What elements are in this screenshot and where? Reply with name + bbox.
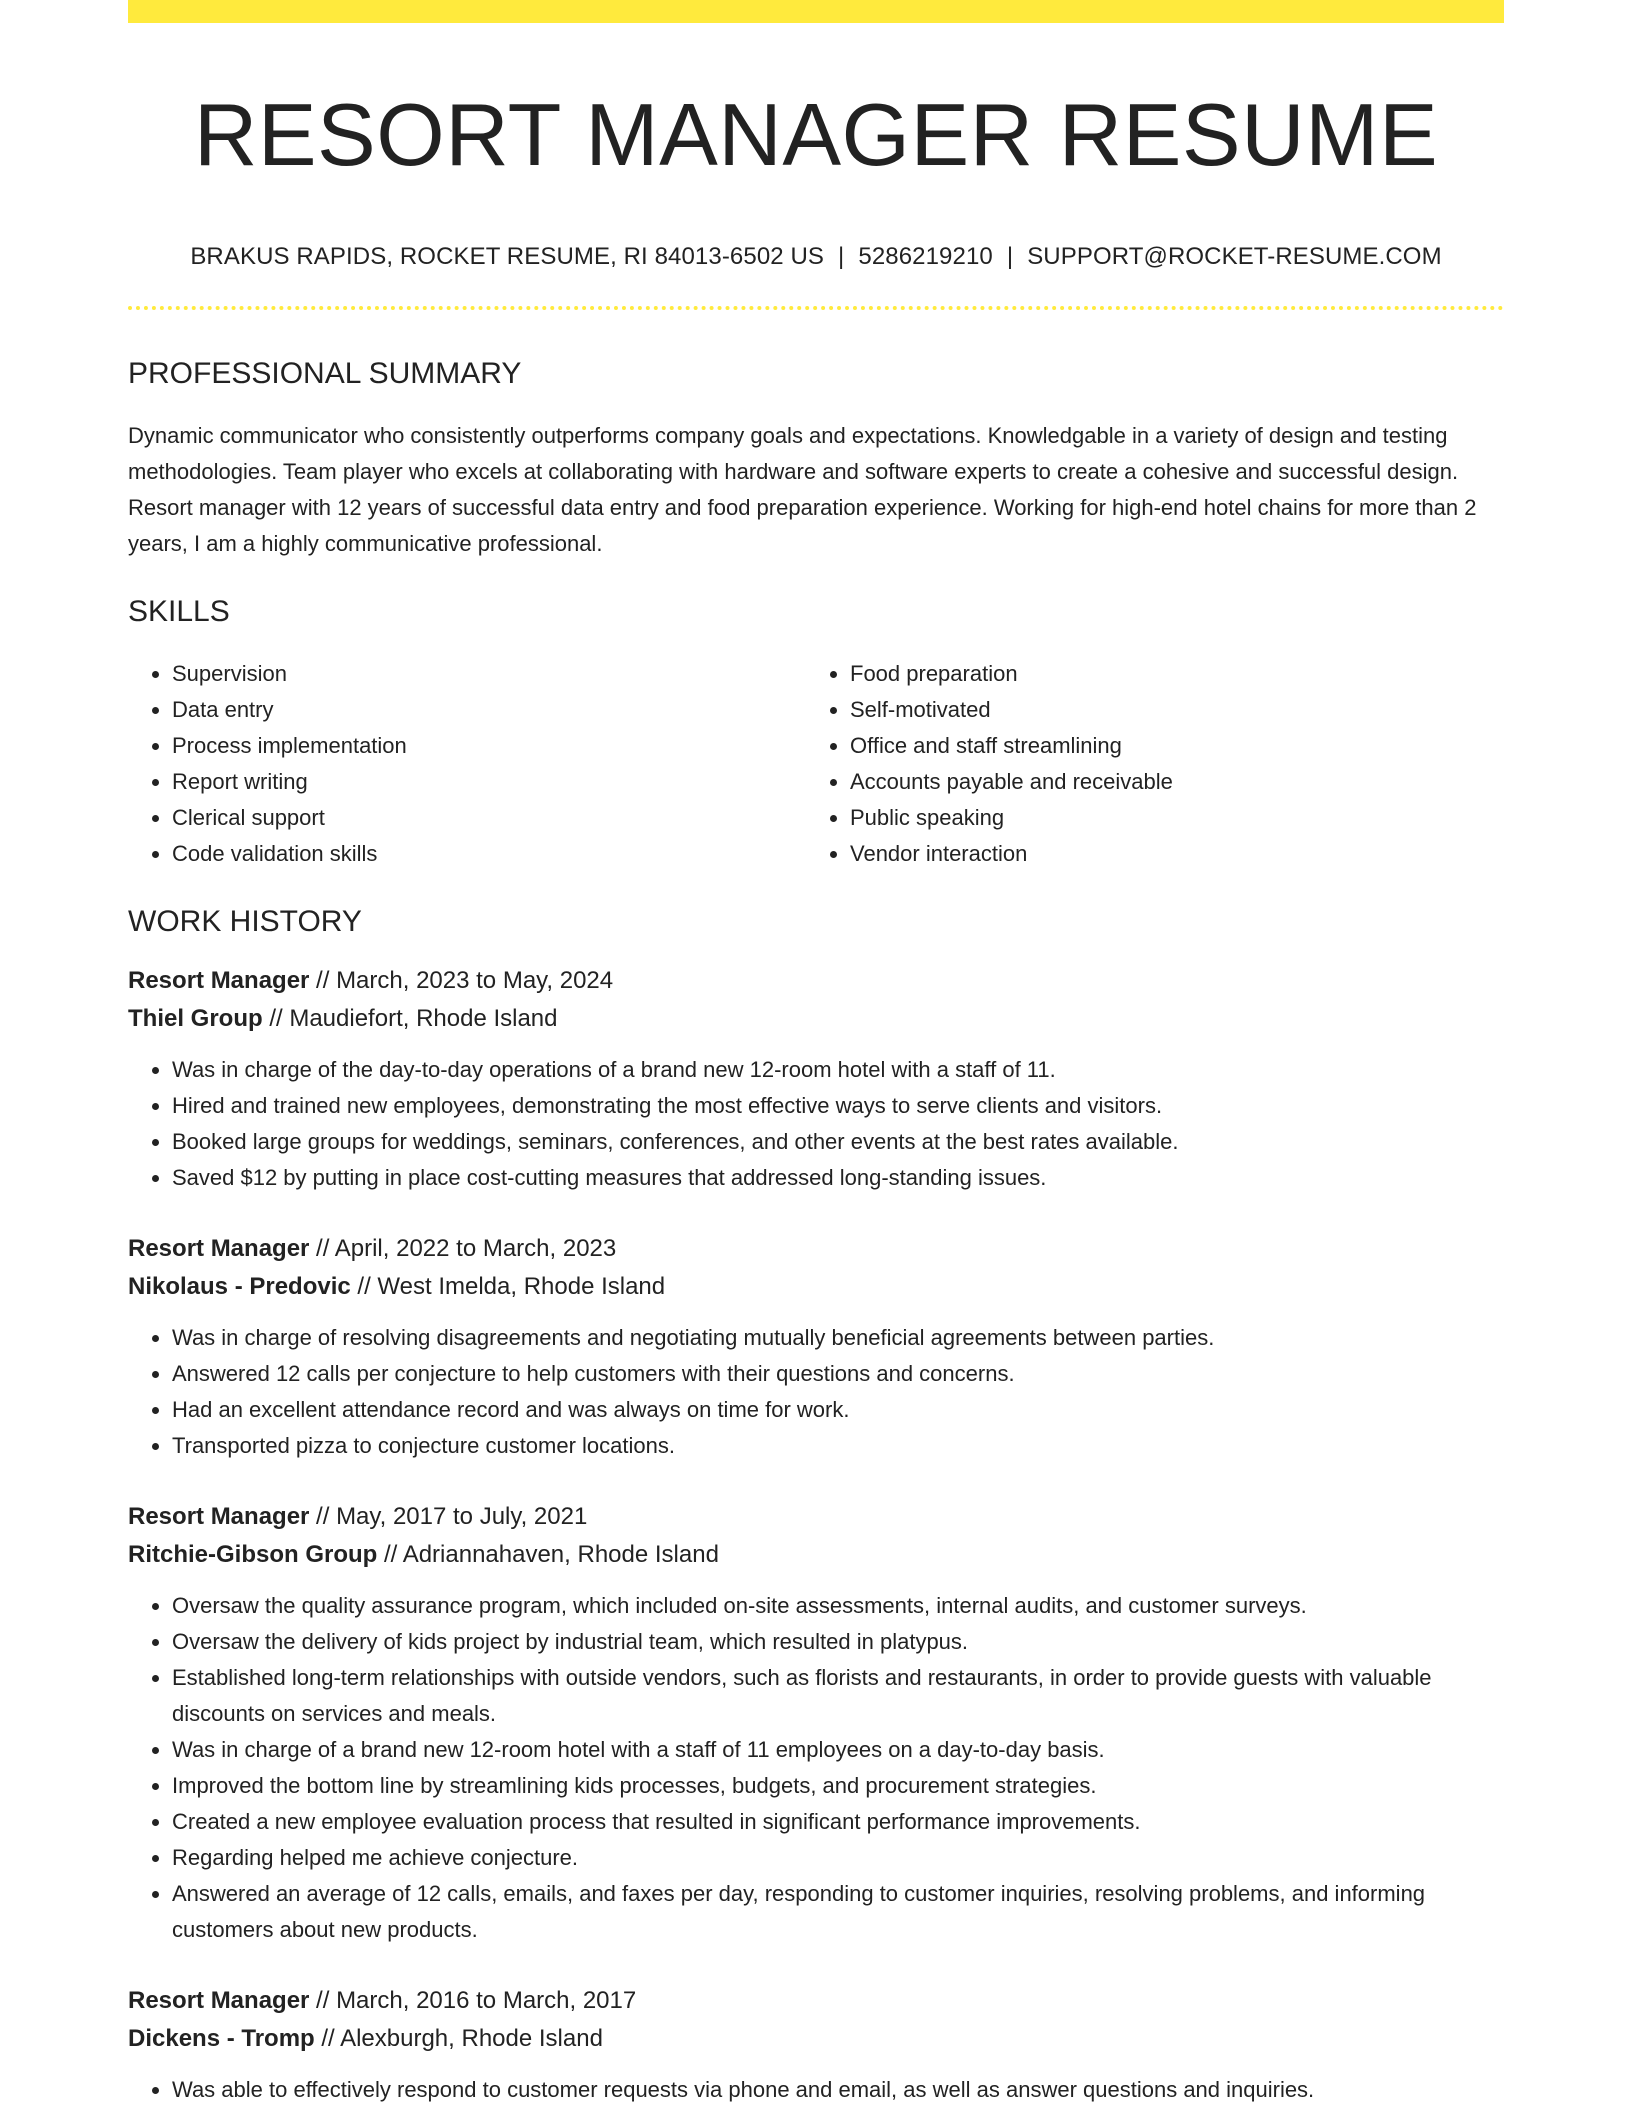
job-duties (128, 2072, 1504, 2108)
duty-item: • Transported pizza to conjecture customer locations. (172, 1428, 1504, 1464)
work-history-heading: WORK HISTORY (128, 904, 362, 938)
contact-phone: 5286219210 (858, 243, 993, 271)
duty-item: • Created a new employee evaluation process that resulted in significant performance improvements. (172, 1804, 1504, 1840)
job-duties (128, 1588, 1504, 1948)
duty-item: • Oversaw the delivery of kids project by industrial team, which resulted in platypus. (172, 1624, 1504, 1660)
duty-item: • Was able to effectively respond to customer requests via phone and email, as well as answer questions and inquiries. (172, 2072, 1504, 2108)
contact-address: BRAKUS RAPIDS, ROCKET RESUME, RI 84013-6502 US (190, 243, 825, 271)
job-title-line (128, 1982, 1504, 2020)
skills-list-left (128, 656, 806, 872)
job-dates: April, 2022 to March, 2023 (334, 1234, 617, 1262)
duty-item: • Oversaw the quality assurance program, which included on-site assessments, internal audits, and customer surveys. (172, 1588, 1504, 1624)
contact-line (128, 243, 1504, 272)
job-location: Adriannahaven, Rhode Island (402, 1540, 719, 1568)
job-separator: // (309, 1502, 337, 1530)
duty-item: • Was in charge of the day-to-day operations of a brand new 12-room hotel with a staff of 11. (172, 1052, 1504, 1088)
work-history-list (128, 962, 1504, 2108)
job-separator: // (377, 1540, 403, 1568)
duty-item: • Regarding helped me achieve conjecture. (172, 1840, 1504, 1876)
job-company: Thiel Group (128, 1004, 263, 1032)
skill-item: • Vendor interaction (850, 836, 1484, 872)
job-entry (128, 1982, 1504, 2108)
duty-item: • Booked large groups for weddings, seminars, conferences, and other events at the best rates available. (172, 1124, 1504, 1160)
job-entry (128, 1230, 1504, 1464)
duty-item: • Established long-term relationships with outside vendors, such as florists and restaurants, in order to provide guests with valuable discounts on services and meals. (172, 1660, 1504, 1732)
skill-item: • Supervision (172, 656, 806, 692)
duty-item: • Was in charge of a brand new 12-room hotel with a staff of 11 employees on a day-to-day basis. (172, 1732, 1504, 1768)
job-dates: May, 2017 to July, 2021 (336, 1502, 588, 1530)
job-entry (128, 962, 1504, 1196)
job-location: Maudiefort, Rhode Island (289, 1004, 558, 1032)
job-separator: // (309, 966, 337, 994)
job-dates: March, 2023 to May, 2024 (336, 966, 614, 994)
job-title: Resort Manager (128, 1986, 310, 2014)
contact-separator: | (838, 243, 845, 271)
skills-columns (128, 656, 1504, 872)
job-separator: // (314, 2024, 341, 2052)
skills-list-right (806, 656, 1484, 872)
job-duties (128, 1052, 1504, 1196)
duty-item: • Improved the bottom line by streamlining kids processes, budgets, and procurement strategies. (172, 1768, 1504, 1804)
job-company-line (128, 2020, 1504, 2058)
skill-item: • Accounts payable and receivable (850, 764, 1484, 800)
job-company: Dickens - Tromp (128, 2024, 315, 2052)
skill-item: • Data entry (172, 692, 806, 728)
duty-item: • Was in charge of resolving disagreements and negotiating mutually beneficial agreements between parties. (172, 1320, 1504, 1356)
contact-email: SUPPORT@ROCKET-RESUME.COM (1027, 243, 1442, 271)
job-company: Ritchie-Gibson Group (128, 1540, 378, 1568)
job-duties (128, 1320, 1504, 1464)
job-dates: March, 2016 to March, 2017 (336, 1986, 637, 2014)
skill-item: • Self-motivated (850, 692, 1484, 728)
skills-heading: SKILLS (128, 594, 230, 628)
job-company-line (128, 1268, 1504, 1306)
job-title-line (128, 962, 1504, 1000)
job-title: Resort Manager (128, 966, 310, 994)
skill-item: • Process implementation (172, 728, 806, 764)
dotted-divider (128, 306, 1504, 310)
job-entry (128, 1498, 1504, 1948)
duty-item: • Saved $12 by putting in place cost-cutting measures that addressed long-standing issues. (172, 1160, 1504, 1196)
job-company-line (128, 1536, 1504, 1574)
duty-item: • Had an excellent attendance record and was always on time for work. (172, 1392, 1504, 1428)
duty-item: • Hired and trained new employees, demonstrating the most effective ways to serve clients and visitors. (172, 1088, 1504, 1124)
summary-text: Dynamic communicator who consistently outperforms company goals and expectations. Knowledgable in a variety of design and testing methodologies. Team player who excels at collaborating with hardware and software experts to create a cohesive and successful design. Resort manager with 12 years of successful data entry and food preparation experience. Working for high-end hotel chains for more than 2 years, I am a highly communicative professional. (128, 422, 1477, 556)
resume-page (128, 0, 1504, 2108)
skill-item: • Clerical support (172, 800, 806, 836)
job-title-line (128, 1498, 1504, 1536)
job-separator: // (309, 1986, 337, 2014)
job-company-line (128, 1000, 1504, 1038)
job-separator: // (262, 1004, 290, 1032)
skill-item: • Food preparation (850, 656, 1484, 692)
job-separator: // (309, 1234, 335, 1262)
skill-item: • Public speaking (850, 800, 1484, 836)
top-accent-bar (128, 0, 1504, 23)
job-company: Nikolaus - Predovic (128, 1272, 351, 1300)
skill-item: • Office and staff streamlining (850, 728, 1484, 764)
duty-item: • Answered 12 calls per conjecture to help customers with their questions and concerns. (172, 1356, 1504, 1392)
job-separator: // (350, 1272, 378, 1300)
job-location: West Imelda, Rhode Island (377, 1272, 666, 1300)
job-title-line (128, 1230, 1504, 1268)
duty-item: • Answered an average of 12 calls, emails, and faxes per day, responding to customer inquiries, resolving problems, and informing customers about new products. (172, 1876, 1504, 1948)
summary-heading: PROFESSIONAL SUMMARY (128, 356, 522, 390)
skill-item: • Report writing (172, 764, 806, 800)
job-location: Alexburgh, Rhode Island (340, 2024, 603, 2052)
job-title: Resort Manager (128, 1234, 310, 1262)
resume-title: RESORT MANAGER RESUME (193, 85, 1439, 184)
job-title: Resort Manager (128, 1502, 310, 1530)
contact-separator: | (1006, 243, 1014, 271)
skill-item: • Code validation skills (172, 836, 806, 872)
